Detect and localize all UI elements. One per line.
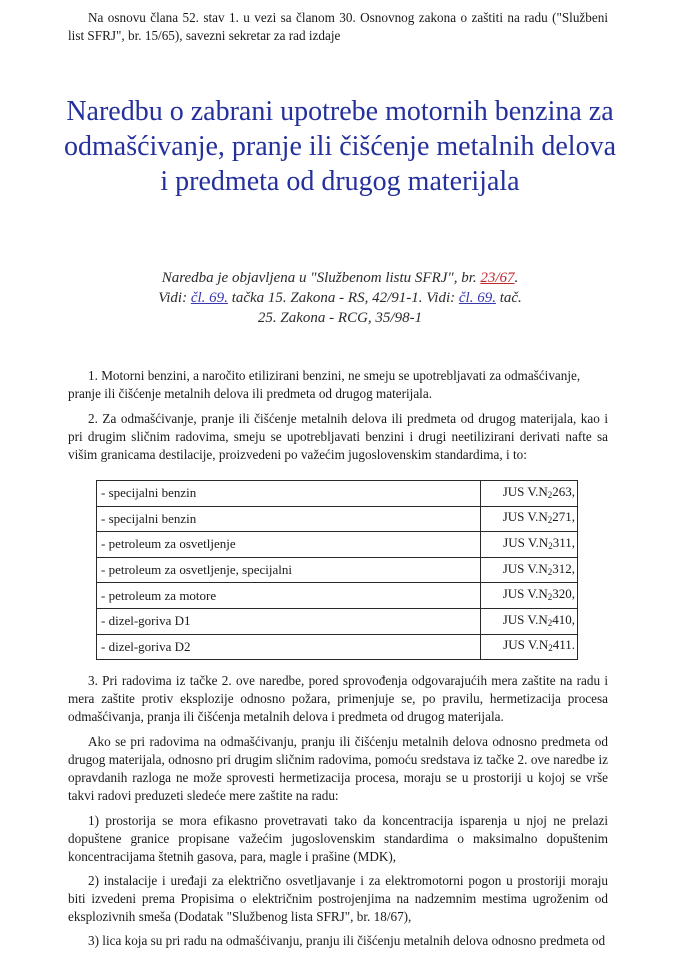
title-line-2: odmašćivanje, pranje ili čišćenje metalnih delova — [63, 131, 616, 162]
publication-punct: . — [514, 270, 519, 286]
measure-2: 2) instalacije i uređaji za električno osvetljavanje i za elektromotorni pogon u prostoriji moraju biti izvedeni prema Propisima o električnim postrojenjima na nadzemnim mestima ugroženim od eksplozivnih smeša (Dodatak "Službenog lista SFRJ", br. 18/67), — [68, 873, 608, 924]
article-2: 2. Za odmašćivanje, pranje ili čišćenje metalnih delova ili predmeta od drugog materijala, kao i pri drugim sličnim radovima, smeju se upotrebljavati benzini i drugi neetilizirani derivati nafte sa višim granicama destilacije, proizvedeni po važećim jugoslovenskim standardima, i to: — [68, 411, 608, 462]
measure-1: 1) prostorija se mora efikasno provetravati tako da koncentracija isparenja u njoj ne prelazi dopuštene granice propisane važećim jugoslovenskim standardima o maksimalno dopuštenim koncentracijama štetnih gasova, para, magle i prašine (MDK), — [68, 813, 608, 864]
fuel-name: - dizel-goriva D1 — [97, 608, 481, 634]
article-1: 1. Motorni benzini, a naročito etilizirani benzini, ne smeju se upotrebljavati za odmašćivanje, pranje ili čišćenje metalnih delova ili predmeta od drugog materijala. — [68, 368, 581, 401]
article-3-paragraph-2: Ako se pri radovima na odmašćivanju, pranju ili čišćenju metalnih delova odnosno predmeta od drugog materijala, odnosno pri drugim sličnim radovima, pomoću sredstava iz tačke 2. ove naredbe iz opravdanih razloga ne može sprovesti hermetizacija procesa, moraju se u prostoriji u kojoj se vrše takvi radovi preduzeti sledeće mere zaštite na radu: — [68, 734, 608, 803]
jus-code: JUS $V.N_2263$, — [481, 481, 578, 507]
see-text-line3: 25. Zakona - RCG, 35/98-1 — [257, 310, 423, 326]
title-line-3: i predmeta od drugog materijala — [160, 166, 520, 197]
article-69-link-rcg[interactable]: čl. 69. — [458, 290, 496, 306]
fuel-name: - specijalni benzin — [97, 481, 481, 507]
fuel-name: - petroleum za motore — [97, 583, 481, 609]
publication-note — [110, 268, 570, 328]
article-3: 3. Pri radovima iz tačke 2. ove naredbe, pored sprovođenja odgovarajućih mera zaštite na radu i mera zaštite protiv eksplozije odnosno požara, primenjuje se, po pravilu, hermetizacija procesa odmašćivanja, pranja ili čišćenja metalnih delova i predmeta od drugog materijala. — [68, 673, 608, 724]
fuel-name: - petroleum za osvetljenje, specijalni — [97, 557, 481, 583]
gazette-link[interactable]: 23/67 — [480, 270, 515, 286]
title-line-1: Naredbu o zabrani upotrebe motornih benzina za — [66, 96, 614, 127]
fuel-standards-table — [96, 480, 578, 660]
table-row — [97, 583, 578, 609]
measure-3: 3) lica koja su pri radu na odmašćivanju, pranju ili čišćenju metalnih delova odnosno predmeta od — [88, 933, 606, 948]
article-69-link-rs[interactable]: čl. 69. — [190, 290, 228, 306]
table-row — [97, 608, 578, 634]
table-row — [97, 506, 578, 532]
fuel-name: - specijalni benzin — [97, 506, 481, 532]
document-title — [20, 94, 660, 199]
jus-code: JUS $V.N_2312$, — [481, 557, 578, 583]
see-label: Vidi: — [158, 290, 191, 306]
jus-code: JUS $V.N_2320$, — [481, 583, 578, 609]
fuel-name: - petroleum za osvetljenje — [97, 532, 481, 558]
table-row — [97, 634, 578, 660]
table-row — [97, 532, 578, 558]
jus-code: JUS $V.N_2410$, — [481, 608, 578, 634]
jus-code: JUS $V.N_2411$. — [481, 634, 578, 660]
intro-paragraph: Na osnovu člana 52. stav 1. u vezi sa članom 30. Osnovnog zakona o zaštiti na radu ("Službeni list SFRJ", br. 15/65), savezni sekretar za rad izdaje — [68, 10, 608, 43]
see-text: tačka 15. Zakona - RS, 42/91-1. Vidi: — [227, 290, 459, 306]
see-text-tail: tač. — [495, 290, 522, 306]
fuel-name: - dizel-goriva D2 — [97, 634, 481, 660]
jus-code: JUS $V.N_2271$, — [481, 506, 578, 532]
jus-code: JUS $V.N_2311$, — [481, 532, 578, 558]
table-row — [97, 481, 578, 507]
publication-text: Naredba je objavljena u "Službenom listu SFRJ", br. — [161, 270, 481, 286]
table-row — [97, 557, 578, 583]
